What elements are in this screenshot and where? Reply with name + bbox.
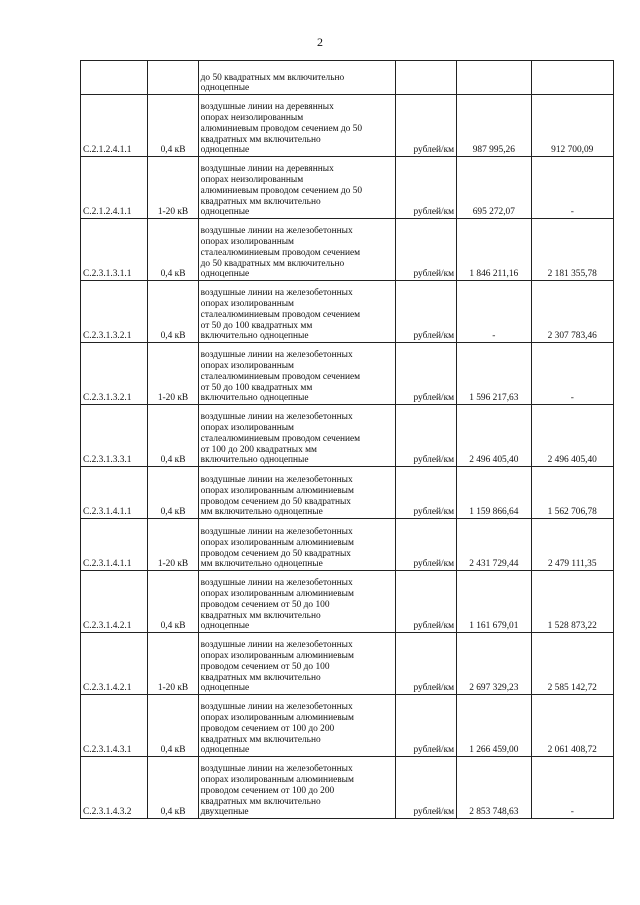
- table-row: [81, 61, 614, 95]
- table-row: [81, 343, 614, 405]
- row-description: [198, 467, 395, 519]
- row-code: С.2.3.1.3.1.1: [81, 219, 148, 281]
- row-unit: рублей/км: [395, 95, 456, 157]
- description-line: одноцепные: [200, 83, 250, 94]
- description-line: включительно одноцепные: [200, 393, 309, 404]
- description-line: проводом сечением до 50 квадратных: [200, 496, 351, 507]
- row-price-2: 2 181 355,78: [531, 219, 613, 281]
- row-price-2: 912 700,09: [531, 95, 613, 157]
- row-price-1: 1 159 866,64: [457, 467, 531, 519]
- description-line: от 50 до 100 квадратных мм: [200, 320, 313, 331]
- description-line: двухцепные: [200, 807, 249, 818]
- description-line: воздушные линии на железобетонных: [200, 640, 353, 651]
- description-line: квадратных мм включительно: [200, 196, 321, 207]
- row-price-1: 2 697 329,23: [457, 633, 531, 695]
- description-line: воздушные линии на железобетонных: [200, 226, 353, 237]
- description-line: квадратных мм включительно: [200, 134, 321, 145]
- row-price-1: 1 266 459,00: [457, 695, 531, 757]
- row-voltage: [148, 61, 198, 95]
- row-code: С.2.3.1.4.3.2: [81, 757, 148, 819]
- row-voltage: 0,4 кВ: [148, 95, 198, 157]
- row-price-1: 1 161 679,01: [457, 571, 531, 633]
- description-line: опорах неизолированным: [200, 175, 304, 186]
- description-line: алюминиевым проводом сечением до 50: [200, 185, 363, 196]
- description-line: опорах изолированным: [200, 299, 294, 310]
- row-price-2: 2 479 111,35: [531, 519, 613, 571]
- row-unit: рублей/км: [395, 281, 456, 343]
- row-unit: рублей/км: [395, 219, 456, 281]
- description-line: воздушные линии на железобетонных: [200, 350, 353, 361]
- row-code: С.2.3.1.4.1.1: [81, 467, 148, 519]
- row-voltage: 0,4 кВ: [148, 405, 198, 467]
- row-voltage: 1-20 кВ: [148, 157, 198, 219]
- description-line: квадратных мм включительно: [200, 672, 321, 683]
- description-line: одноцепные: [200, 145, 250, 156]
- row-unit: рублей/км: [395, 405, 456, 467]
- row-description: [198, 695, 395, 757]
- row-voltage: 0,4 кВ: [148, 571, 198, 633]
- row-price-1: 987 995,26: [457, 95, 531, 157]
- table-row: [81, 467, 614, 519]
- row-code: С.2.3.1.3.2.1: [81, 343, 148, 405]
- row-code: С.2.3.1.3.3.1: [81, 405, 148, 467]
- row-code: С.2.3.1.4.2.1: [81, 571, 148, 633]
- description-line: проводом сечением до 50 квадратных: [200, 548, 351, 559]
- description-line: воздушные линии на железобетонных: [200, 475, 353, 486]
- description-line: опорах изолированным алюминиевым: [200, 713, 354, 724]
- description-line: воздушные линии на железобетонных: [200, 764, 353, 775]
- row-price-1: [457, 61, 531, 95]
- table-row: [81, 95, 614, 157]
- description-line: одноцепные: [200, 207, 250, 218]
- row-unit: рублей/км: [395, 343, 456, 405]
- row-description: [198, 281, 395, 343]
- description-line: воздушные линии на железобетонных: [200, 288, 353, 299]
- row-price-2: [531, 61, 613, 95]
- description-line: одноцепные: [200, 269, 250, 280]
- row-description: [198, 95, 395, 157]
- table-row: [81, 757, 614, 819]
- page-number: 2: [317, 35, 323, 49]
- table-row: [81, 519, 614, 571]
- table-row: [81, 633, 614, 695]
- description-line: сталеалюминиевым проводом сечением: [200, 309, 361, 320]
- row-code: С.2.3.1.3.2.1: [81, 281, 148, 343]
- row-price-1: 2 853 748,63: [457, 757, 531, 819]
- row-price-2: 2 496 405,40: [531, 405, 613, 467]
- description-line: мм включительно одноцепные: [200, 559, 323, 570]
- row-unit: рублей/км: [395, 571, 456, 633]
- row-price-1: 695 272,07: [457, 157, 531, 219]
- row-description: [198, 343, 395, 405]
- row-description: [198, 519, 395, 571]
- row-description: [198, 757, 395, 819]
- row-code: С.2.3.1.4.2.1: [81, 633, 148, 695]
- row-voltage: 1-20 кВ: [148, 343, 198, 405]
- row-price-2: -: [531, 757, 613, 819]
- description-line: одноцепные: [200, 683, 250, 694]
- description-line: сталеалюминиевым проводом сечением: [200, 433, 361, 444]
- description-line: включительно одноцепные: [200, 455, 309, 466]
- description-line: одноцепные: [200, 621, 250, 632]
- description-line: проводом сечением от 50 до 100: [200, 599, 330, 610]
- description-line: сталеалюминиевым проводом сечением: [200, 247, 361, 258]
- description-line: квадратных мм включительно: [200, 734, 321, 745]
- table-row: [81, 219, 614, 281]
- row-price-2: 1 528 873,22: [531, 571, 613, 633]
- description-line: проводом сечением от 100 до 200: [200, 785, 335, 796]
- row-voltage: 0,4 кВ: [148, 467, 198, 519]
- table-row: [81, 405, 614, 467]
- description-line: алюминиевым проводом сечением до 50: [200, 123, 363, 134]
- row-price-2: 1 562 706,78: [531, 467, 613, 519]
- row-price-1: 1 846 211,16: [457, 219, 531, 281]
- row-price-1: 2 431 729,44: [457, 519, 531, 571]
- table-row: [81, 571, 614, 633]
- table-row: [81, 695, 614, 757]
- row-price-1: -: [457, 281, 531, 343]
- row-price-2: -: [531, 157, 613, 219]
- row-price-1: 2 496 405,40: [457, 405, 531, 467]
- row-code: С.2.3.1.4.3.1: [81, 695, 148, 757]
- row-unit: [395, 61, 456, 95]
- description-line: опорах изолированным: [200, 361, 294, 372]
- description-line: воздушные линии на железобетонных: [200, 578, 353, 589]
- row-voltage: 0,4 кВ: [148, 219, 198, 281]
- row-price-2: 2 061 408,72: [531, 695, 613, 757]
- description-line: проводом сечением от 100 до 200: [200, 723, 335, 734]
- row-description: [198, 157, 395, 219]
- row-unit: рублей/км: [395, 467, 456, 519]
- description-line: от 50 до 100 квадратных мм: [200, 382, 313, 393]
- description-line: опорах изолированным: [200, 423, 294, 434]
- description-line: квадратных мм включительно: [200, 796, 321, 807]
- description-line: воздушные линии на железобетонных: [200, 412, 353, 423]
- row-code: С.2.3.1.4.1.1: [81, 519, 148, 571]
- description-line: опорах изолированным алюминиевым: [200, 651, 354, 662]
- description-line: опорах изолированным алюминиевым: [200, 775, 354, 786]
- row-description: [198, 219, 395, 281]
- description-line: квадратных мм включительно: [200, 610, 321, 621]
- description-line: воздушные линии на деревянных: [200, 102, 334, 113]
- row-code: [81, 61, 148, 95]
- row-voltage: 1-20 кВ: [148, 519, 198, 571]
- row-voltage: 0,4 кВ: [148, 281, 198, 343]
- row-code: С.2.1.2.4.1.1: [81, 95, 148, 157]
- row-price-1: 1 596 217,63: [457, 343, 531, 405]
- row-unit: рублей/км: [395, 633, 456, 695]
- description-line: опорах изолированным алюминиевым: [200, 589, 354, 600]
- description-line: опорах изолированным алюминиевым: [200, 485, 354, 496]
- description-line: до 50 квадратных мм включительно: [200, 72, 345, 83]
- description-line: воздушные линии на железобетонных: [200, 527, 353, 538]
- row-price-2: 2 585 142,72: [531, 633, 613, 695]
- description-line: опорах изолированным: [200, 237, 294, 248]
- row-code: С.2.1.2.4.1.1: [81, 157, 148, 219]
- row-description: [198, 633, 395, 695]
- row-unit: рублей/км: [395, 157, 456, 219]
- description-line: опорах изолированным алюминиевым: [200, 537, 354, 548]
- description-line: от 100 до 200 квадратных мм: [200, 444, 317, 455]
- description-line: воздушные линии на деревянных: [200, 164, 334, 175]
- row-voltage: 0,4 кВ: [148, 695, 198, 757]
- row-voltage: 0,4 кВ: [148, 757, 198, 819]
- row-description: [198, 61, 395, 95]
- description-line: мм включительно одноцепные: [200, 507, 323, 518]
- row-unit: рублей/км: [395, 519, 456, 571]
- row-unit: рублей/км: [395, 695, 456, 757]
- description-line: опорах неизолированным: [200, 113, 304, 124]
- description-line: сталеалюминиевым проводом сечением: [200, 371, 361, 382]
- table-row: [81, 281, 614, 343]
- row-description: [198, 405, 395, 467]
- row-description: [198, 571, 395, 633]
- description-line: до 50 квадратных мм включительно: [200, 258, 345, 269]
- row-price-2: 2 307 783,46: [531, 281, 613, 343]
- description-line: включительно одноцепные: [200, 331, 309, 342]
- row-voltage: 1-20 кВ: [148, 633, 198, 695]
- row-unit: рублей/км: [395, 757, 456, 819]
- row-price-2: -: [531, 343, 613, 405]
- tariff-table: [80, 60, 614, 819]
- table-row: [81, 157, 614, 219]
- description-line: проводом сечением от 50 до 100: [200, 661, 330, 672]
- description-line: воздушные линии на железобетонных: [200, 702, 353, 713]
- description-line: одноцепные: [200, 745, 250, 756]
